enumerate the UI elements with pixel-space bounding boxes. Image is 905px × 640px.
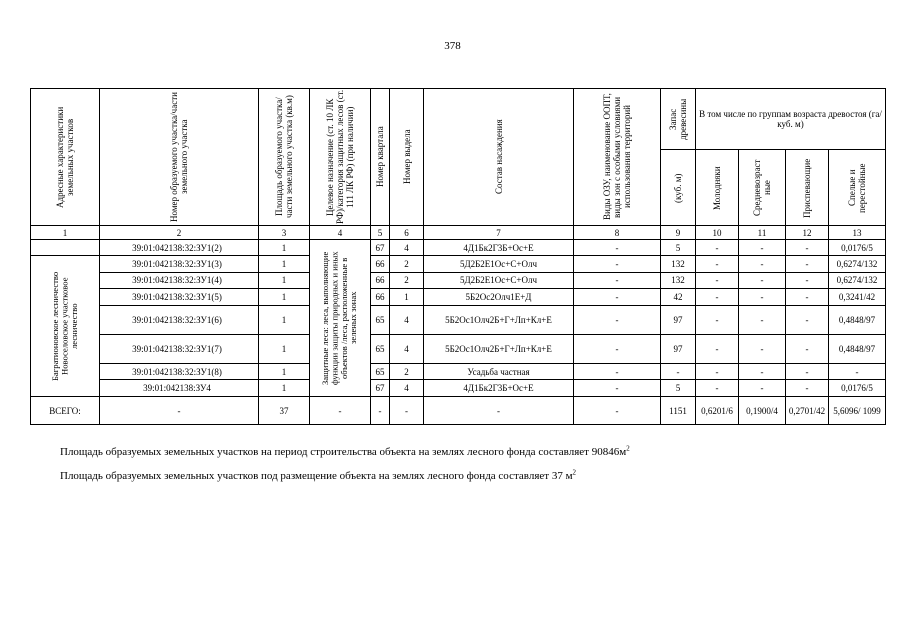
composition: 5Д2Б2Е1Ос+С+Олч	[424, 272, 574, 289]
header-address: Адресные характеристики земельных участков	[31, 89, 100, 226]
maturing: -	[786, 272, 829, 289]
col-number: 10	[696, 226, 739, 240]
quarter-number: 67	[371, 380, 390, 397]
total-maturing: 0,2701/42	[786, 397, 829, 425]
ozu-type: -	[574, 289, 661, 306]
timber-stock: 97	[661, 334, 696, 363]
address-cell: Багратионовское лесничество Новоселовское участковое лесничество	[31, 256, 100, 397]
plot-area: 1	[259, 363, 310, 380]
middle-aged: -	[739, 240, 786, 256]
header-middle-aged: Средневозраст ные	[739, 150, 786, 226]
table-row	[31, 272, 886, 289]
maturing: -	[786, 334, 829, 363]
young: -	[696, 289, 739, 306]
footer-line-1-text: Площадь образуемых земельных участков на период строительства объекта на землях лесного фонда составляет 90846м	[60, 446, 627, 458]
allotment-number: 4	[390, 380, 424, 397]
header-young: Молодняки	[696, 150, 739, 226]
plot-area: 1	[259, 289, 310, 306]
composition: 5Б2Ос1Олч2Б+Г+Лп+Кл+Е	[424, 334, 574, 363]
young: -	[696, 334, 739, 363]
allotment-number: 1	[390, 289, 424, 306]
plot-area: 1	[259, 256, 310, 273]
col-number: 9	[661, 226, 696, 240]
total-quarter: -	[371, 397, 390, 425]
allotment-number: 2	[390, 272, 424, 289]
col-number: 12	[786, 226, 829, 240]
mature: 0,3241/42	[829, 289, 886, 306]
timber-stock: 5	[661, 380, 696, 397]
plot-area: 1	[259, 272, 310, 289]
forest-plots-table	[30, 88, 886, 425]
total-ozu: -	[574, 397, 661, 425]
maturing: -	[786, 380, 829, 397]
col-number: 6	[390, 226, 424, 240]
composition: 5Б2Ос1Олч2Б+Г+Лп+Кл+Е	[424, 305, 574, 334]
middle-aged: -	[739, 363, 786, 380]
quarter-number: 66	[371, 289, 390, 306]
composition: 5Д2Б2Е1Ос+С+Олч	[424, 256, 574, 273]
plot-number: 39:01:042138:32:ЗУ1(5)	[100, 289, 259, 306]
mature: 0,6274/132	[829, 256, 886, 273]
total-timber-stock: 1151	[661, 397, 696, 425]
quarter-number: 65	[371, 363, 390, 380]
plot-number: 39:01:042138:32:ЗУ1(2)	[100, 240, 259, 256]
plot-area: 1	[259, 334, 310, 363]
allotment-number: 4	[390, 305, 424, 334]
footer-line-2-text: Площадь образуемых земельных участков под размещение объекта на землях лесного фонда составляет 37 м	[60, 470, 573, 482]
total-row	[31, 397, 886, 425]
plot-area: 1	[259, 305, 310, 334]
middle-aged: -	[739, 256, 786, 273]
maturing: -	[786, 256, 829, 273]
quarter-number: 65	[371, 305, 390, 334]
mature: 0,6274/132	[829, 272, 886, 289]
allotment-number: 4	[390, 240, 424, 256]
quarter-number: 66	[371, 256, 390, 273]
total-area: 37	[259, 397, 310, 425]
mature: 0,0176/5	[829, 240, 886, 256]
footer-line-2-sup: 2	[572, 468, 577, 477]
table-row	[31, 305, 886, 334]
maturing: -	[786, 363, 829, 380]
young: -	[696, 380, 739, 397]
table-row	[31, 289, 886, 306]
table-row	[31, 380, 886, 397]
plot-number: 39:01:042138:32:ЗУ1(7)	[100, 334, 259, 363]
composition: 4Д1Бк2Г3Б+Ос+Е	[424, 380, 574, 397]
header-quarter: Номер квартала	[371, 89, 390, 226]
footer-line-1-sup: 2	[626, 444, 630, 453]
address-cell-empty	[31, 240, 100, 256]
header-area: Площадь образуемого участка/части земельного участка (кв.м)	[259, 89, 310, 226]
young: -	[696, 272, 739, 289]
col-number: 7	[424, 226, 574, 240]
header-maturing: Приспевающие	[786, 150, 829, 226]
mature: 0,0176/5	[829, 380, 886, 397]
table-row	[31, 256, 886, 273]
header-plot-number: Номер образуемого участка/части земельного участка	[100, 89, 259, 226]
timber-stock: 97	[661, 305, 696, 334]
table-row	[31, 334, 886, 363]
timber-stock: 42	[661, 289, 696, 306]
column-number-row	[31, 226, 886, 240]
col-number: 11	[739, 226, 786, 240]
timber-stock: -	[661, 363, 696, 380]
timber-stock: 132	[661, 272, 696, 289]
ozu-type: -	[574, 363, 661, 380]
middle-aged: -	[739, 380, 786, 397]
middle-aged: -	[739, 289, 786, 306]
header-purpose: Целевое назначение (ст. 10 ЛК РФ)/категория защитных лесов (ст. 111 ЛК РФ) (при наличии)	[310, 89, 371, 226]
timber-stock: 5	[661, 240, 696, 256]
allotment-number: 4	[390, 334, 424, 363]
total-label: ВСЕГО:	[31, 397, 100, 425]
allotment-number: 2	[390, 256, 424, 273]
header-ozu: Виды ОЗУ, наименование ООПТ, виды зон с особыми условиями использования территорий	[574, 89, 661, 226]
header-mature: Спелые и перестойные	[829, 150, 886, 226]
total-allotment: -	[390, 397, 424, 425]
plot-number: 39:01:042138:32:ЗУ1(4)	[100, 272, 259, 289]
quarter-number: 67	[371, 240, 390, 256]
mature: 0,4848/97	[829, 305, 886, 334]
total-middle-aged: 0,1900/4	[739, 397, 786, 425]
maturing: -	[786, 289, 829, 306]
ozu-type: -	[574, 240, 661, 256]
col-number: 5	[371, 226, 390, 240]
plot-number: 39:01:042138:32:ЗУ1(3)	[100, 256, 259, 273]
quarter-number: 66	[371, 272, 390, 289]
plot-number: 39:01:042138:32:ЗУ1(6)	[100, 305, 259, 334]
table-row	[31, 363, 886, 380]
middle-aged: -	[739, 334, 786, 363]
allotment-number: 2	[390, 363, 424, 380]
header-allotment: Номер выдела	[390, 89, 424, 226]
ozu-type: -	[574, 305, 661, 334]
footer-construction-area	[60, 446, 630, 458]
maturing: -	[786, 305, 829, 334]
mature: -	[829, 363, 886, 380]
total-plot-number: -	[100, 397, 259, 425]
mature: 0,4848/97	[829, 334, 886, 363]
footer-placement-area	[60, 470, 576, 482]
plot-number: 39:01:042138:32:ЗУ1(8)	[100, 363, 259, 380]
col-number: 13	[829, 226, 886, 240]
col-number: 8	[574, 226, 661, 240]
composition: 5Б2Ос2Олч1Е+Д	[424, 289, 574, 306]
middle-aged: -	[739, 305, 786, 334]
plot-number: 39:01:042138:ЗУ4	[100, 380, 259, 397]
header-timber-unit: (куб. м)	[661, 150, 696, 226]
total-mature: 5,6096/ 1099	[829, 397, 886, 425]
col-number: 3	[259, 226, 310, 240]
young: -	[696, 363, 739, 380]
page-number: 378	[444, 40, 461, 52]
col-number: 1	[31, 226, 100, 240]
table-row	[31, 240, 886, 256]
header-row-1	[31, 89, 886, 150]
col-number: 2	[100, 226, 259, 240]
young: -	[696, 305, 739, 334]
purpose-cell: Защитные леса: леса, выполняющие функции защиты природных и иных объектов /леса, расположенные в зеленых зонах	[310, 240, 371, 397]
col-number: 4	[310, 226, 371, 240]
young: -	[696, 240, 739, 256]
young: -	[696, 256, 739, 273]
middle-aged: -	[739, 272, 786, 289]
quarter-number: 65	[371, 334, 390, 363]
ozu-type: -	[574, 334, 661, 363]
ozu-type: -	[574, 380, 661, 397]
header-composition: Состав насаждения	[424, 89, 574, 226]
total-composition: -	[424, 397, 574, 425]
plot-area: 1	[259, 380, 310, 397]
total-purpose: -	[310, 397, 371, 425]
plot-area: 1	[259, 240, 310, 256]
ozu-type: -	[574, 272, 661, 289]
composition: Усадьба частная	[424, 363, 574, 380]
header-age-groups: В том числе по группам возраста древостоя (га/куб. м)	[696, 89, 886, 150]
header-timber-stock: Запас древесины	[661, 89, 696, 150]
ozu-type: -	[574, 256, 661, 273]
timber-stock: 132	[661, 256, 696, 273]
maturing: -	[786, 240, 829, 256]
composition: 4Д1Бк2Г3Б+Ос+Е	[424, 240, 574, 256]
total-young: 0,6201/6	[696, 397, 739, 425]
